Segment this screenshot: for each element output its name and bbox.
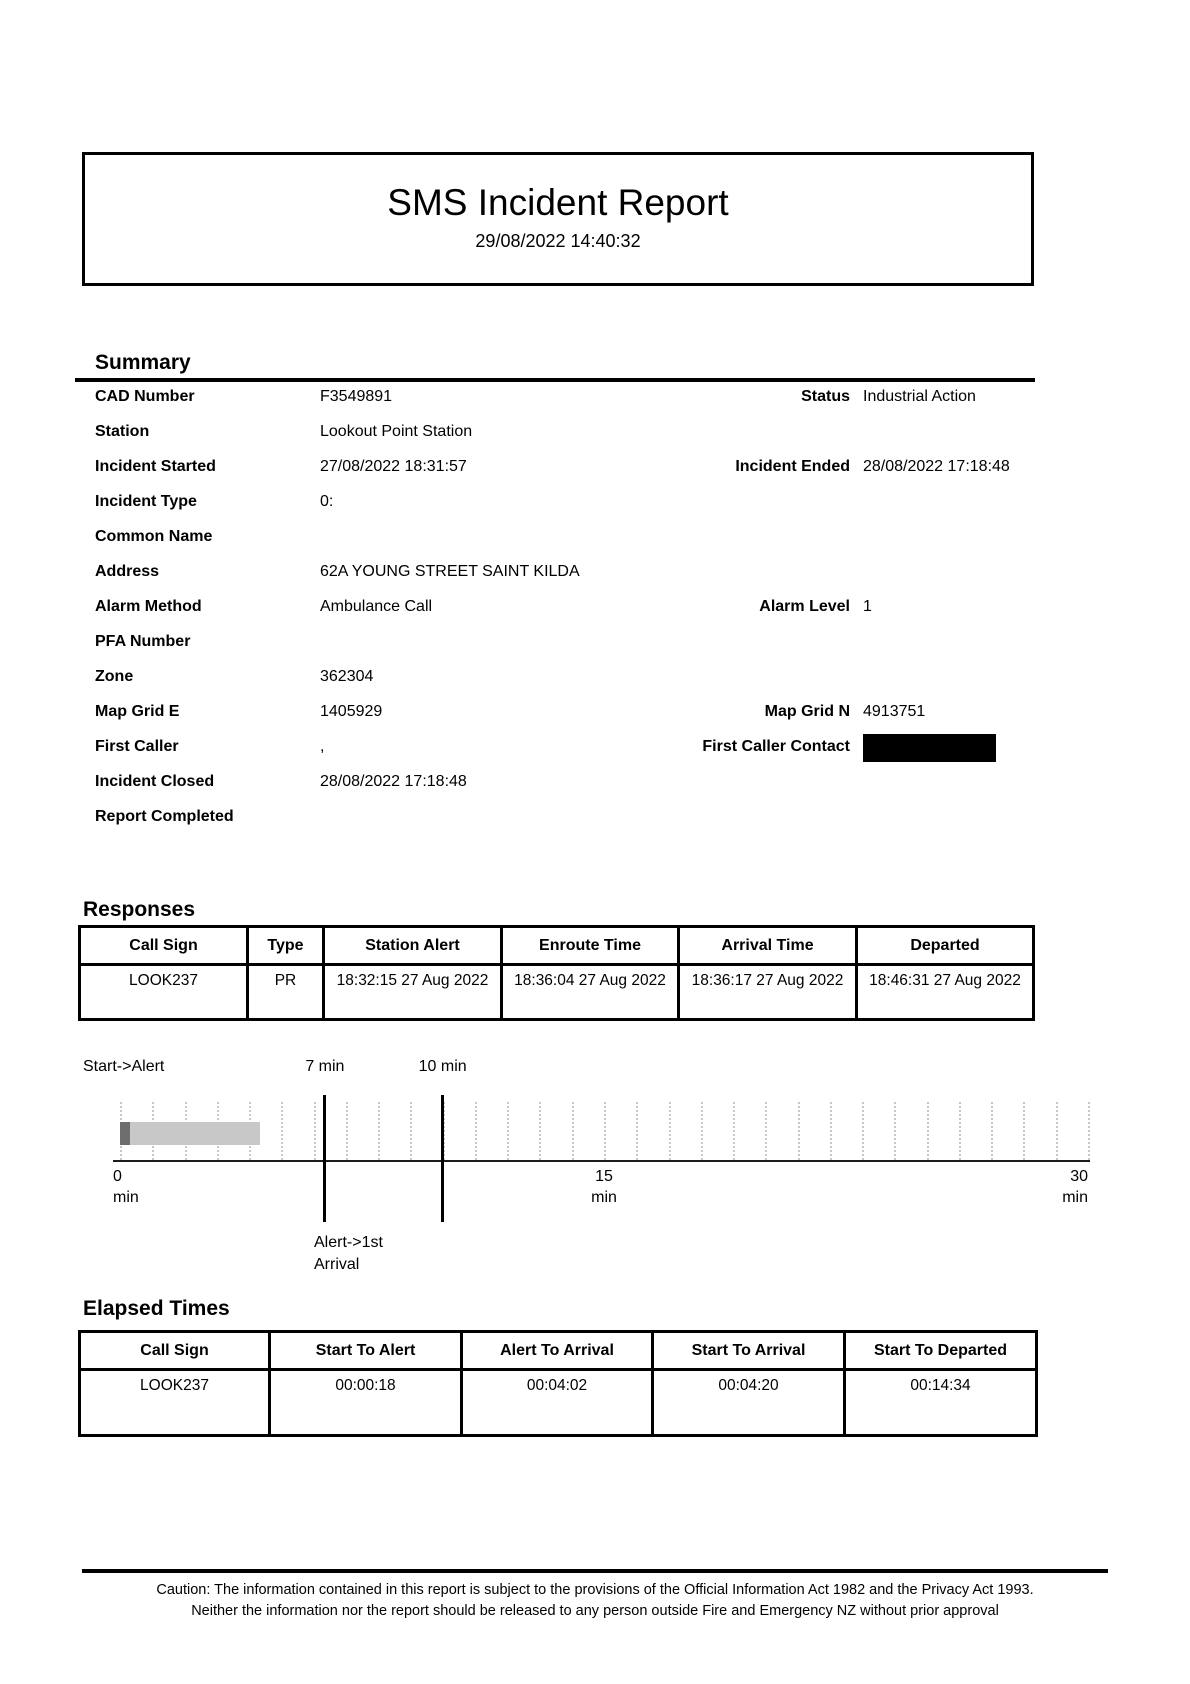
- cell-start-to-arrival: 00:04:20: [653, 1370, 845, 1436]
- summary-row: [95, 633, 1040, 668]
- chart-bar-segment: [130, 1122, 260, 1145]
- column-header: Call Sign: [80, 1332, 270, 1370]
- chart-gridline: [346, 1102, 348, 1160]
- chart-gridline: [927, 1102, 929, 1160]
- field-label: Alarm Level: [759, 598, 850, 615]
- cell-station-alert: 18:32:15 27 Aug 2022: [324, 965, 502, 1020]
- cell-start-to-departed: 00:14:34: [845, 1370, 1037, 1436]
- chart-gridline: [830, 1102, 832, 1160]
- chart-marker-label: 7 min: [305, 1058, 345, 1075]
- chart-axis-tick: 15 min: [591, 1168, 617, 1206]
- column-header: Type: [248, 927, 324, 965]
- field-value: ,: [320, 738, 325, 755]
- summary-row: [95, 423, 1040, 458]
- field-value: Industrial Action: [863, 388, 976, 405]
- summary-row: [95, 738, 1040, 773]
- summary-row: [95, 598, 1040, 633]
- chart-bar-segment: [120, 1122, 130, 1145]
- chart-label-alert-to-arrival: Alert->1st Arrival: [314, 1234, 383, 1273]
- elapsed-times-table: [78, 1330, 1038, 1437]
- chart-gridline: [281, 1102, 283, 1160]
- elapsed-times-heading: Elapsed Times: [83, 1297, 230, 1320]
- cell-departed: 18:46:31 27 Aug 2022: [857, 965, 1034, 1020]
- field-label: Zone: [95, 668, 134, 685]
- caution-line-2: Neither the information nor the report should be released to any person outside Fire and Emergency NZ without prior approval: [191, 1603, 999, 1619]
- chart-label-start-to-alert: Start->Alert: [83, 1058, 165, 1075]
- field-value: 1: [863, 598, 872, 615]
- field-label: Common Name: [95, 528, 213, 545]
- chart-gridline: [572, 1102, 574, 1160]
- field-label: First Caller Contact: [702, 738, 850, 755]
- chart-target-marker: [323, 1095, 326, 1222]
- responses-heading: Responses: [83, 898, 196, 921]
- chart-gridline: [636, 1102, 638, 1160]
- field-value: 1405929: [320, 703, 383, 720]
- field-label: Report Completed: [95, 808, 234, 825]
- chart-gridline: [314, 1102, 316, 1160]
- chart-gridline: [378, 1102, 380, 1160]
- chart-gridline: [604, 1102, 606, 1160]
- chart-gridline: [539, 1102, 541, 1160]
- cell-start-to-alert: 00:00:18: [270, 1370, 462, 1436]
- field-value: F3549891: [320, 388, 393, 405]
- column-header: Call Sign: [80, 927, 248, 965]
- summary-row: [95, 668, 1040, 703]
- field-label: Map Grid E: [95, 703, 180, 720]
- cell-call-sign: LOOK237: [80, 965, 248, 1020]
- table-row: [80, 1370, 1037, 1436]
- summary-row: [95, 528, 1040, 563]
- chart-gridline: [959, 1102, 961, 1160]
- field-value: 27/08/2022 18:31:57: [320, 458, 467, 475]
- column-header: Start To Departed: [845, 1332, 1037, 1370]
- field-value: Lookout Point Station: [320, 423, 473, 440]
- field-value: 62A YOUNG STREET SAINT KILDA: [320, 563, 580, 580]
- chart-axis-tick: 0 min: [113, 1168, 139, 1206]
- table-row: [80, 965, 1034, 1020]
- footer-divider: [82, 1569, 1108, 1573]
- chart-x-axis: [113, 1160, 1090, 1162]
- summary-divider: [75, 378, 1035, 382]
- summary-heading: Summary: [95, 351, 191, 374]
- column-header: Start To Alert: [270, 1332, 462, 1370]
- chart-gridline: [991, 1102, 993, 1160]
- chart-gridline: [894, 1102, 896, 1160]
- chart-gridline: [798, 1102, 800, 1160]
- cell-arrival-time: 18:36:17 27 Aug 2022: [679, 965, 857, 1020]
- chart-axis-tick: 30 min: [1062, 1168, 1088, 1206]
- field-label: Incident Ended: [735, 458, 850, 475]
- field-label: Map Grid N: [764, 703, 850, 720]
- cell-call-sign: LOOK237: [80, 1370, 270, 1436]
- column-header: Enroute Time: [502, 927, 679, 965]
- redacted-first-caller-contact: [863, 734, 996, 762]
- summary-row: [95, 388, 1040, 423]
- chart-gridline: [669, 1102, 671, 1160]
- cell-type: PR: [248, 965, 324, 1020]
- summary-fields: [95, 388, 1040, 843]
- cell-enroute-time: 18:36:04 27 Aug 2022: [502, 965, 679, 1020]
- chart-gridline: [410, 1102, 412, 1160]
- page-title: SMS Incident Report: [387, 182, 729, 223]
- field-label: Status: [801, 388, 850, 405]
- title-box: [82, 152, 1034, 286]
- responses-table: [78, 925, 1035, 1021]
- chart-marker-label: 10 min: [418, 1058, 467, 1075]
- field-value: 362304: [320, 668, 374, 685]
- chart-gridline: [862, 1102, 864, 1160]
- column-header: Start To Arrival: [653, 1332, 845, 1370]
- summary-row: [95, 563, 1040, 598]
- elapsed-header-row: [80, 1332, 1037, 1370]
- chart-gridline: [701, 1102, 703, 1160]
- chart-gridline: [1088, 1102, 1090, 1160]
- field-label: Incident Closed: [95, 773, 215, 790]
- field-label: Incident Type: [95, 493, 197, 510]
- column-header: Arrival Time: [679, 927, 857, 965]
- field-label: CAD Number: [95, 388, 195, 405]
- summary-row: [95, 808, 1040, 843]
- responses-header-row: [80, 927, 1034, 965]
- chart-gridline: [733, 1102, 735, 1160]
- field-value: 0:: [320, 493, 334, 510]
- column-header: Alert To Arrival: [462, 1332, 653, 1370]
- chart-gridline: [507, 1102, 509, 1160]
- caution-line-1: Caution: The information contained in this report is subject to the provisions of the Official Information Act 1982 and the Privacy Act 1993.: [156, 1582, 1034, 1598]
- caution-note: [75, 1580, 1115, 1622]
- field-label: Alarm Method: [95, 598, 202, 615]
- field-value: 28/08/2022 17:18:48: [863, 458, 1010, 475]
- chart-target-marker: [441, 1095, 444, 1222]
- report-generated-timestamp: 29/08/2022 14:40:32: [475, 231, 641, 251]
- field-value: Ambulance Call: [320, 598, 433, 615]
- summary-row: [95, 458, 1040, 493]
- column-header: Departed: [857, 927, 1034, 965]
- field-label: Incident Started: [95, 458, 216, 475]
- chart-gridline: [765, 1102, 767, 1160]
- field-label: First Caller: [95, 738, 179, 755]
- summary-row: [95, 493, 1040, 528]
- summary-row: [95, 773, 1040, 808]
- field-value: 4913751: [863, 703, 926, 720]
- cell-alert-to-arrival: 00:04:02: [462, 1370, 653, 1436]
- field-value: 28/08/2022 17:18:48: [320, 773, 467, 790]
- summary-row: [95, 703, 1040, 738]
- chart-gridline: [1023, 1102, 1025, 1160]
- field-label: PFA Number: [95, 633, 191, 650]
- column-header: Station Alert: [324, 927, 502, 965]
- field-label: Station: [95, 423, 150, 440]
- chart-gridline: [1056, 1102, 1058, 1160]
- chart-gridline: [475, 1102, 477, 1160]
- field-label: Address: [95, 563, 160, 580]
